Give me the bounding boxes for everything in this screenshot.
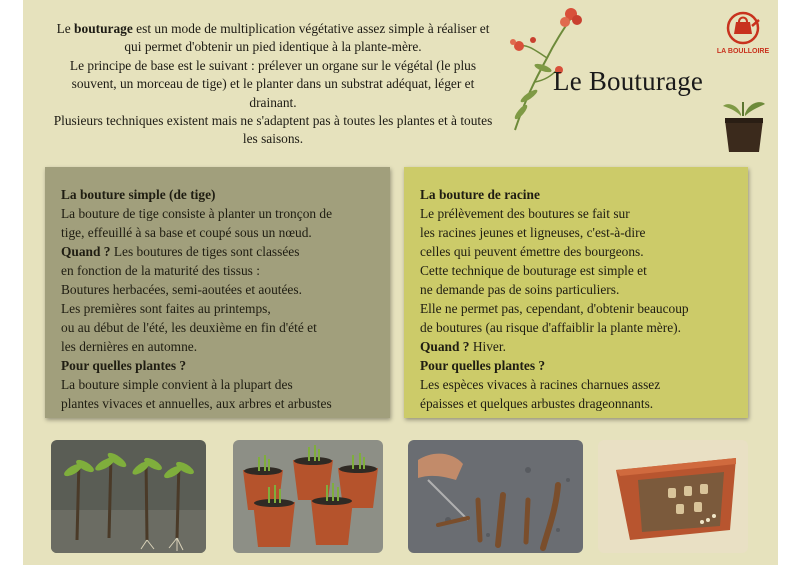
seedling-pot-icon (719, 94, 769, 156)
card-line: Les premières sont faites au printemps, (61, 301, 271, 316)
when-label: Quand ? (420, 339, 470, 354)
card-line: en fonction de la maturité des tissus : (61, 263, 260, 278)
card-line: épaisses et quelques arbustes drageonnants. (420, 396, 654, 411)
page-title: Le Bouturage (553, 66, 704, 96)
card-line: La bouture simple convient à la plupart des (61, 377, 293, 392)
card-line: celles qui peuvent émettre des bourgeons. (420, 244, 644, 259)
card-line: Boutures herbacées, semi-aoutées et aoutées. (61, 282, 302, 297)
card-line: Le prélèvement des boutures se fait sur (420, 206, 630, 221)
card-line: de boutures (au risque d'affaiblir la plante mère). (420, 320, 681, 335)
card-line: plantes vivaces et annuelles, aux arbres et arbustes (61, 396, 332, 411)
card-line: ou au début de l'été, les deuxième en fin d'été et (61, 320, 317, 335)
card-root-cutting (404, 167, 748, 418)
card-line: les racines jeunes et ligneuses, c'est-à-dire (420, 225, 646, 240)
card-line: Les espèces vivaces à racines charnues assez (420, 377, 661, 392)
when-label: Quand ? (61, 244, 111, 259)
intro-paragraph-3: Plusieurs techniques existent mais ne s'adaptent pas à toutes les plantes et à toutes les saisons. (53, 113, 493, 147)
photo-stem-cuttings (51, 440, 206, 553)
intro-paragraph-2: Le principe de base est le suivant : prélever un organe sur le végétal (le plus souvent, un morceau de tige) et le planter dans un substrat adéquat, léger et drainant. (69, 57, 477, 110)
svg-text:LA BOULLOIRE: LA BOULLOIRE (717, 48, 769, 55)
intro-paragraph-1: Le bouturage est un mode de multiplication végétative assez simple à réaliser et qui permet d'obtenir un pied identique à la plante-mère. (56, 21, 490, 55)
la-boulloire-logo-icon (717, 8, 769, 56)
card-line: La bouture de tige consiste à planter un tronçon de (61, 206, 333, 221)
card-heading: La bouture de racine (420, 187, 540, 202)
card-line: Cette technique de bouturage est simple et (420, 263, 647, 278)
card-when-line: Quand ? Les boutures de tiges sont classées (61, 244, 300, 259)
plants-label: Pour quelles plantes ? (61, 358, 187, 373)
card-line: les dernières en automne. (61, 339, 198, 354)
card-stem-cutting (45, 167, 390, 418)
card-when-line: Quand ? Hiver. (420, 339, 506, 354)
card-heading: La bouture simple (de tige) (61, 187, 216, 202)
photo-potted-cuttings (233, 440, 383, 553)
illustration-cutting-tray (598, 440, 748, 553)
card-line: ne demande pas de soins particuliers. (420, 282, 620, 297)
intro-bold-term: bouturage (74, 21, 133, 36)
poster (23, 0, 778, 565)
card-line: Elle ne permet pas, cependant, d'obtenir beaucoup (420, 301, 689, 316)
card-line: tige, effeuillé à sa base et coupé sous un nœud. (61, 225, 312, 240)
photo-root-cuttings (408, 440, 583, 553)
intro-text (53, 20, 493, 149)
plants-label: Pour quelles plantes ? (420, 358, 546, 373)
